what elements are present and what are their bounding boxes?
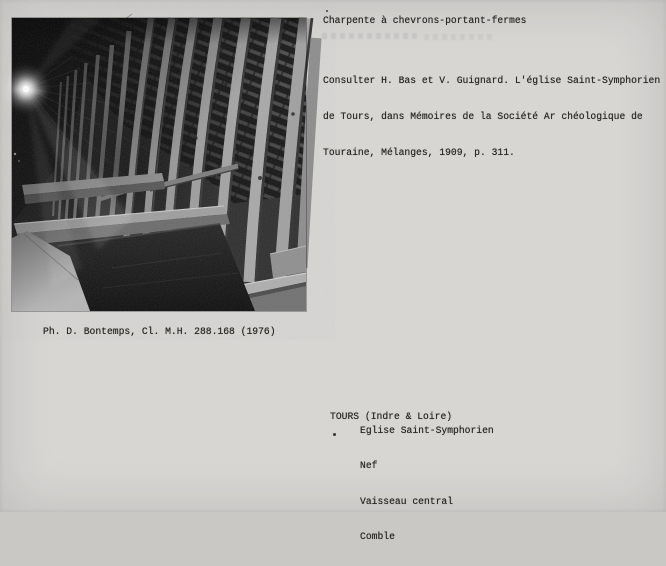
location-details	[360, 402, 494, 566]
location-heading: TOURS (Indre & Loire)	[330, 411, 453, 422]
reference-line: Consulter H. Bas et V. Guignard. L'église Saint-Symphorien	[323, 75, 661, 86]
film-grain-overlay	[12, 18, 306, 311]
stray-dot-mark	[333, 433, 336, 436]
location-detail: Eglise Saint-Symphorien	[360, 424, 494, 436]
ghost-text-smudge	[322, 33, 417, 39]
location-detail: Comble	[360, 531, 395, 542]
stray-dot-mark	[326, 10, 328, 12]
attic-photo	[12, 18, 306, 311]
reference-line: Touraine, Mélanges, 1909, p. 311.	[323, 146, 515, 158]
location-detail: Vaisseau central	[360, 495, 454, 507]
location-detail: Nef	[360, 460, 378, 471]
reference-paragraph	[323, 52, 660, 181]
reference-line: de Tours, dans Mémoires de la Société Ar chéologique de	[323, 110, 643, 122]
document-title: Charpente à chevrons-portant-fermes	[323, 15, 527, 26]
photo-caption: Ph. D. Bontemps, Cl. M.H. 288.168 (1976)	[43, 326, 276, 337]
attic-photo-rendering	[12, 18, 306, 311]
ghost-text-smudge	[424, 34, 496, 40]
